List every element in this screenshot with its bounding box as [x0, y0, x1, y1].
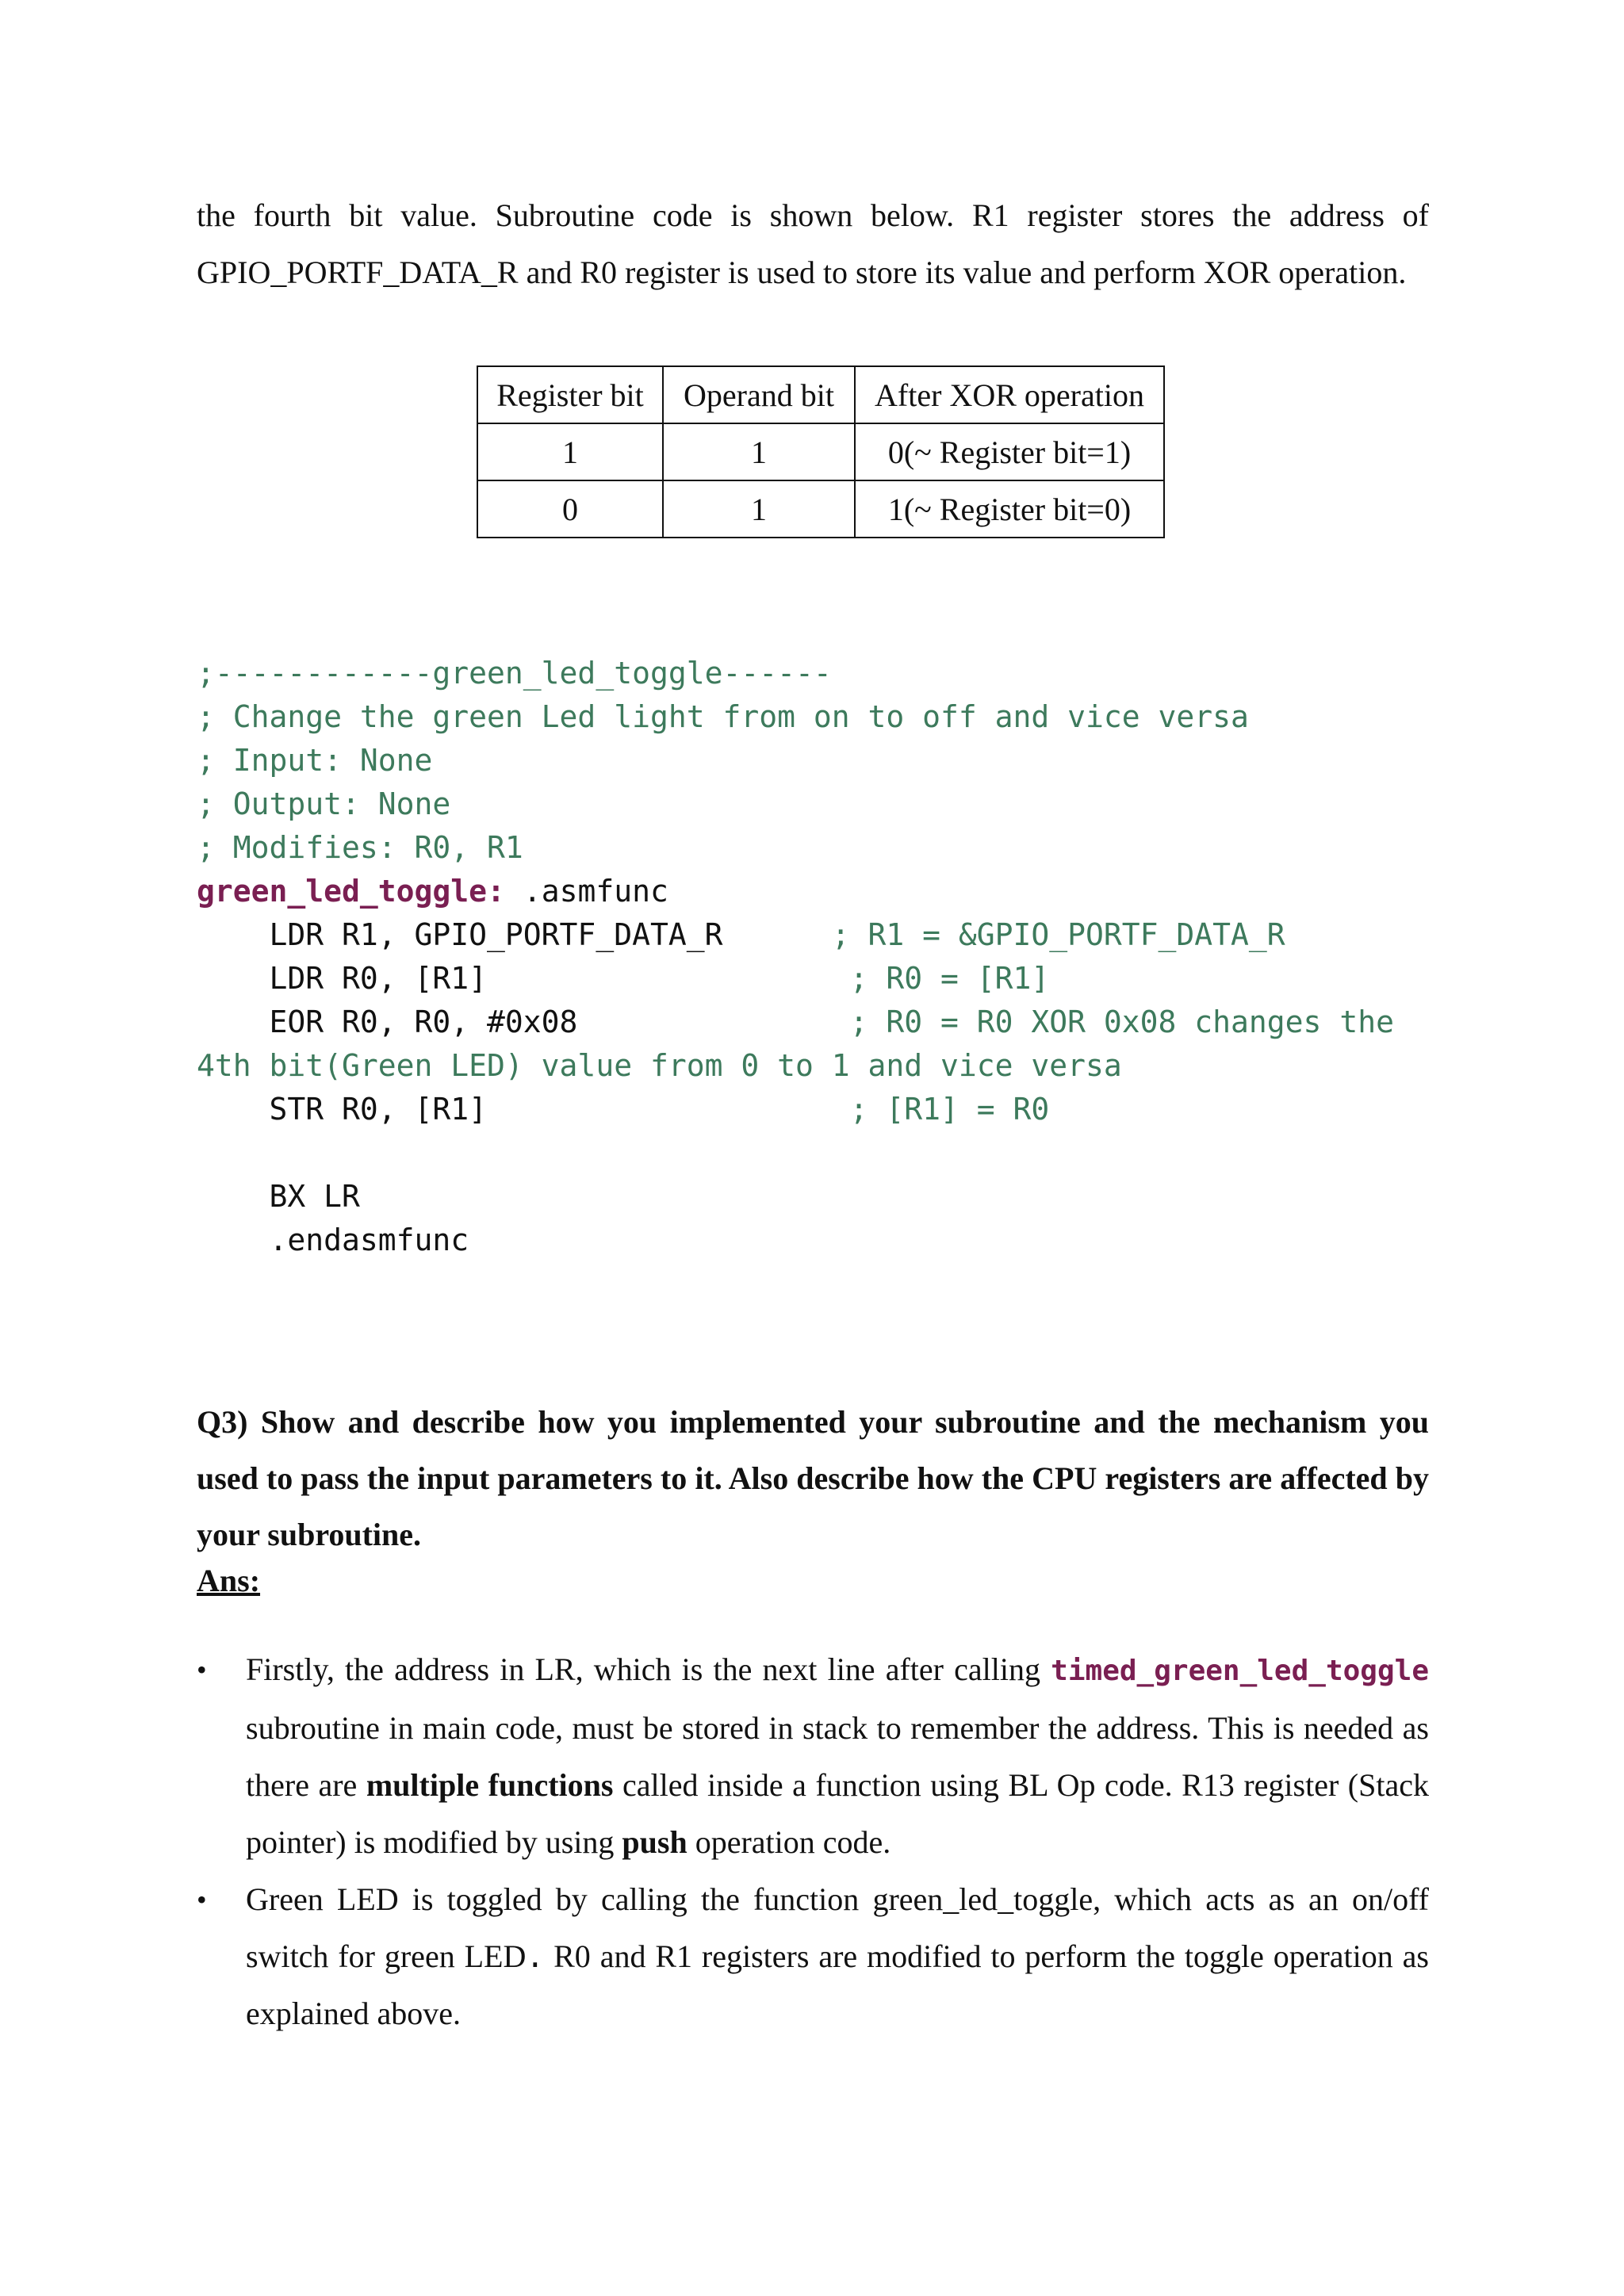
table-cell: 0 — [477, 480, 663, 538]
table-row — [477, 480, 1164, 538]
code-instruction: LDR R0, [R1] — [197, 961, 850, 996]
inline-code: timed_green_led_toggle — [1051, 1655, 1429, 1687]
question-q3: Q3) Show and describe how you implemented your subroutine and the mechanism you used to pass the input parameters to it. Also describe how the CPU registers are affected by your subroutine. — [197, 1404, 1429, 1552]
bullet-icon: • — [197, 1654, 207, 1686]
code-comment: ; R1 = &GPIO_PORTF_DATA_R — [831, 917, 1285, 952]
code-comment: ; Change the green Led light from on to off and vice versa — [197, 699, 1249, 734]
xor-truth-table — [477, 365, 1165, 538]
table-header-cell: After XOR operation — [855, 366, 1164, 423]
intro-line-2: GPIO_PORTF_DATA_R and R0 register is used to store its value and perform XOR operation. — [197, 254, 1407, 290]
code-comment: ; R0 = R0 XOR 0x08 changes the — [849, 1004, 1394, 1039]
table-cell: 0(~ Register bit=1) — [855, 423, 1164, 480]
table-cell: 1(~ Register bit=0) — [855, 480, 1164, 538]
table-cell: 1 — [663, 423, 855, 480]
list-item — [197, 1871, 1429, 2042]
code-comment: ;------------green_led_toggle------ — [197, 656, 832, 691]
code-directive: .asmfunc — [504, 874, 668, 909]
list-item — [197, 1641, 1429, 1871]
code-instruction: BX LR — [197, 1179, 360, 1214]
table-cell: 1 — [477, 423, 663, 480]
text-run: called inside a function using BL Op code. R13 register (Stack pointer) is modified by using — [246, 1767, 1429, 1860]
table-row — [477, 423, 1164, 480]
intro-line-1: the fourth bit value. Subroutine code is shown below. R1 register stores the address of — [197, 197, 1429, 233]
answer-label: Ans: — [197, 1563, 261, 1598]
code-comment-wrap: 4th bit(Green LED) value from 0 to 1 and vice versa — [197, 1048, 1122, 1083]
code-instruction: LDR R1, GPIO_PORTF_DATA_R — [197, 917, 832, 952]
code-instruction: EOR R0, R0, #0x08 — [197, 1004, 850, 1039]
code-label: green_led_toggle: — [197, 874, 505, 909]
text-run: R0 and R1 registers are modified to perform the toggle operation as explained above. — [246, 1938, 1429, 2031]
text-run: Green LED is toggled by calling the function green_led_toggle, which acts as an on/off switch for green LED — [246, 1881, 1429, 1974]
answer-bullet-list — [197, 1641, 1429, 2042]
table-cell: 1 — [663, 480, 855, 538]
bullet-icon: • — [197, 1884, 207, 1915]
code-comment: ; R0 = [R1] — [849, 961, 1050, 996]
bold-text: multiple functions — [366, 1767, 614, 1803]
text-run: subroutine in main code, must be stored in stack to remember the address. This is needed as there are — [246, 1710, 1429, 1803]
text-run: operation code. — [687, 1824, 891, 1860]
bold-text: push — [622, 1824, 688, 1860]
code-directive: .endasmfunc — [197, 1223, 469, 1257]
code-comment: ; [R1] = R0 — [849, 1092, 1050, 1127]
code-instruction: STR R0, [R1] — [197, 1092, 850, 1127]
code-comment: ; Output: None — [197, 786, 451, 821]
intro-paragraph — [197, 187, 1429, 301]
table-header-row — [477, 366, 1164, 423]
code-comment: ; Input: None — [197, 743, 433, 778]
code-listing — [197, 652, 1394, 1262]
table-header-cell: Register bit — [477, 366, 663, 423]
code-comment: ; Modifies: R0, R1 — [197, 830, 523, 865]
text-run: . — [526, 1939, 545, 1974]
table-header-cell: Operand bit — [663, 366, 855, 423]
text-run: Firstly, the address in LR, which is the next line after calling — [246, 1651, 1051, 1687]
